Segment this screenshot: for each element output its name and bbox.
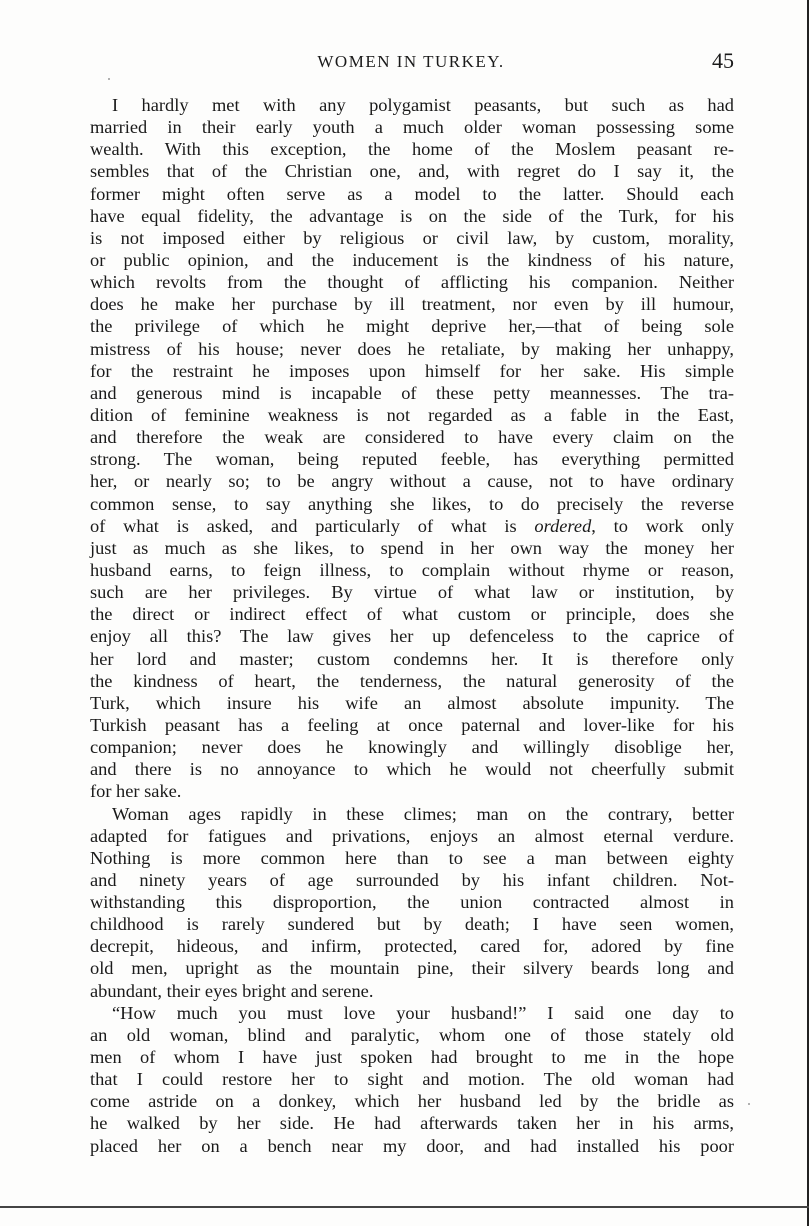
margin-speck — [748, 1103, 750, 1105]
page-header — [88, 48, 734, 74]
text-line: such are her privileges. By virtue of what law or institution, by — [90, 582, 734, 603]
text-line: abundant, their eyes bright and serene. — [90, 980, 374, 1001]
text-line: men of whom I have just spoken had brought to me in the hope — [90, 1047, 734, 1068]
page-number: 45 — [712, 48, 734, 73]
page-bottom-edge — [0, 1206, 809, 1208]
running-head: WOMEN IN TURKEY. — [317, 52, 505, 71]
text-line: withstanding this disproportion, the union contracted almost in — [90, 892, 734, 913]
text-line: Nothing is more common here than to see a man between eighty — [90, 847, 734, 868]
text-line: mistress of his house; never does he retaliate, by making her unhappy, — [90, 338, 734, 359]
text-line: or public opinion, and the inducement is the kindness of his nature, — [90, 249, 734, 270]
text-line: wealth. With this exception, the home of the Moslem peasant re- — [90, 139, 734, 160]
text-line: married in their early youth a much older woman possessing some — [90, 117, 734, 138]
text-line: Turkish peasant has a feeling at once paternal and lover-like for his — [90, 714, 734, 735]
text-line: and generous mind is incapable of these petty meannesses. The tra- — [90, 382, 734, 403]
text-line: for her sake. — [90, 781, 182, 802]
text-line: husband earns, to feign illness, to complain without rhyme or reason, — [90, 559, 734, 580]
text-line: her lord and master; custom condemns her. It is therefore only — [90, 648, 734, 669]
text-line: “How much you must love your husband!” I said one day to — [112, 1002, 734, 1023]
text-line: her, or nearly so; to be angry without a cause, not to have ordinary — [90, 471, 734, 492]
text-line: dition of feminine weakness is not regarded as a fable in the East, — [90, 404, 734, 425]
text-line: old men, upright as the mountain pine, their silvery beards long and — [90, 958, 734, 979]
text-line: that I could restore her to sight and motion. The old woman had — [90, 1069, 734, 1090]
text-line: childhood is rarely sundered but by death; I have seen women, — [90, 914, 734, 935]
text-line: adapted for fatigues and privations, enjoys an almost eternal verdure. — [90, 825, 734, 846]
text-line: the kindness of heart, the tenderness, the natural generosity of the — [90, 670, 734, 691]
text-line: and ninety years of age surrounded by his infant children. Not- — [90, 869, 734, 890]
text-line: just as much as she likes, to spend in her own way the money her — [90, 537, 734, 558]
margin-speck — [108, 78, 110, 80]
text-line: companion; never does he knowingly and willingly disoblige her, — [90, 737, 734, 758]
text-line: the privilege of which he might deprive her,—that of being sole — [90, 316, 734, 337]
text-line: he walked by her side. He had afterwards taken her in his arms, — [90, 1113, 734, 1134]
text-line: come astride on a donkey, which her husband led by the bridle as — [90, 1091, 734, 1112]
text-line: the direct or indirect effect of what custom or principle, does she — [90, 604, 734, 625]
text-line: does he make her purchase by ill treatment, nor even by ill humour, — [90, 294, 734, 315]
text-line: Woman ages rapidly in these climes; man on the contrary, better — [112, 803, 734, 824]
emphasis-ordered: ordered — [534, 515, 592, 536]
text-line: an old woman, blind and paralytic, whom one of those stately old — [90, 1024, 734, 1045]
text-line: enjoy all this? The law gives her up defenceless to the caprice of — [90, 626, 734, 647]
text-line: former might often serve as a model to the latter. Should each — [90, 183, 734, 204]
text-line: I hardly met with any polygamist peasants, but such as had — [112, 95, 734, 115]
text-line: decrepit, hideous, and infirm, protected, cared for, adored by fine — [90, 936, 734, 957]
text-line: placed her on a bench near my door, and had installed his poor — [90, 1135, 734, 1156]
text-line: and there is no annoyance to which he would not cheerfully submit — [90, 759, 734, 780]
text-line: is not imposed either by religious or civil law, by custom, morality, — [90, 227, 734, 248]
text-line: for the restraint he imposes upon himself for her sake. His simple — [90, 360, 734, 381]
text-line: Turk, which insure his wife an almost absolute impunity. The — [90, 692, 734, 713]
body-text — [90, 94, 734, 1157]
text-line: which revolts from the thought of afflicting his companion. Neither — [90, 272, 734, 293]
text-line: strong. The woman, being reputed feeble, has everything permitted — [90, 449, 734, 470]
text-line: sembles that of the Christian one, and, with regret do I say it, the — [90, 161, 734, 182]
text-line: common sense, to say anything she likes, to do precisely the reverse — [90, 493, 734, 514]
text-line: have equal fidelity, the advantage is on the side of the Turk, for his — [90, 205, 734, 226]
text-line: and therefore the weak are considered to have every claim on the — [90, 427, 734, 448]
text-line: of what is asked, and particularly of what is ordered, to work only — [90, 515, 734, 536]
